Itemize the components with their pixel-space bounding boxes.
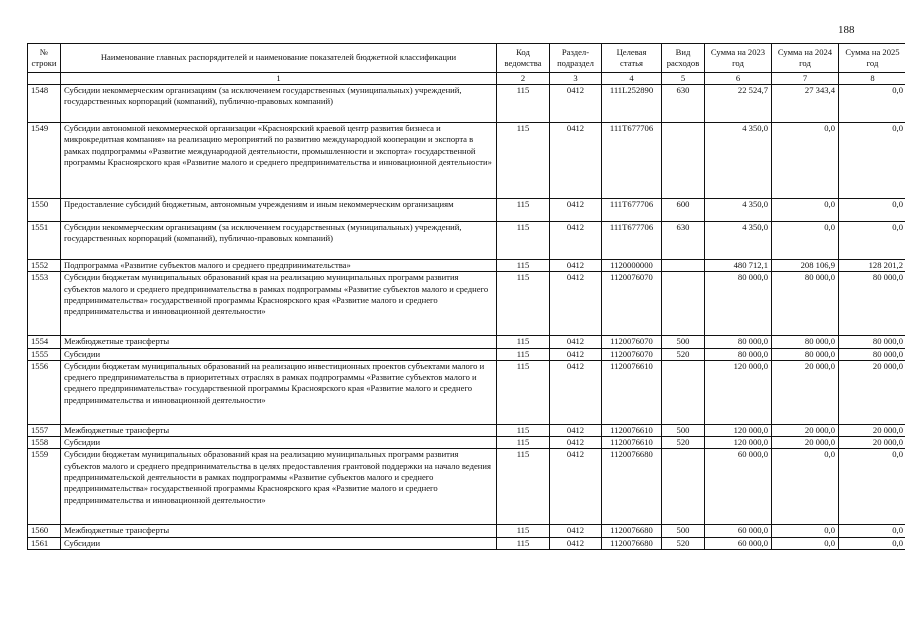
row-sum-2024: 20 000,0 <box>772 437 839 449</box>
row-expense-type <box>662 123 705 199</box>
row-sum-2023: 4 350,0 <box>705 222 772 260</box>
row-sum-2025: 0,0 <box>839 449 905 525</box>
row-dept-code: 115 <box>497 424 550 436</box>
row-number: 1554 <box>28 336 61 348</box>
row-sum-2024: 0,0 <box>772 449 839 525</box>
table-row <box>28 449 905 525</box>
row-section: 0412 <box>550 336 602 348</box>
row-number: 1557 <box>28 424 61 436</box>
row-name: Субсидии бюджетам муниципальных образований на реализацию инвестиционных проектов субъектами малого и среднего предпринимательства в приоритетных отраслях в рамках подпрограммы «Развитие субъектов малого и среднего предпринимательства» государственной программы Красноярского края «Развитие малого и среднего предпринимательства и инновационной деятельности» <box>61 360 497 424</box>
row-sum-2025: 128 201,2 <box>839 260 905 272</box>
row-sum-2025: 0,0 <box>839 537 905 549</box>
row-target: 1120076610 <box>602 424 662 436</box>
page-number: 188 <box>838 24 855 36</box>
row-sum-2025: 20 000,0 <box>839 424 905 436</box>
column-number: 2 <box>497 73 550 85</box>
row-sum-2023: 60 000,0 <box>705 449 772 525</box>
table-row <box>28 199 905 222</box>
column-number: 1 <box>61 73 497 85</box>
row-number: 1550 <box>28 199 61 222</box>
row-dept-code: 115 <box>497 272 550 336</box>
row-sum-2025: 80 000,0 <box>839 336 905 348</box>
row-sum-2023: 120 000,0 <box>705 360 772 424</box>
row-target: 1120076610 <box>602 437 662 449</box>
table-row <box>28 123 905 199</box>
table-row <box>28 424 905 436</box>
row-expense-type: 520 <box>662 437 705 449</box>
row-name: Межбюджетные трансферты <box>61 525 497 537</box>
row-name: Субсидии бюджетам муниципальных образований края на реализацию муниципальных программ развития субъектов малого и среднего предпринимательства в рамках подпрограммы «Развитие субъектов малого и среднего предпринимательства» государственной программы Красноярского края «Развитие малого и среднего предпринимательства и инновационной деятельности» <box>61 272 497 336</box>
row-sum-2025: 0,0 <box>839 199 905 222</box>
row-expense-type: 630 <box>662 85 705 123</box>
row-dept-code: 115 <box>497 525 550 537</box>
table-row <box>28 525 905 537</box>
row-expense-type: 630 <box>662 222 705 260</box>
row-target: 111Т677706 <box>602 123 662 199</box>
table-row <box>28 537 905 549</box>
header-dept-code: Код ведомства <box>497 44 550 73</box>
row-sum-2023: 80 000,0 <box>705 272 772 336</box>
row-sum-2025: 0,0 <box>839 123 905 199</box>
row-sum-2024: 80 000,0 <box>772 348 839 360</box>
row-target: 1120076070 <box>602 348 662 360</box>
row-name: Межбюджетные трансферты <box>61 336 497 348</box>
header-name: Наименование главных распорядителей и наименование показателей бюджетной классификации <box>61 44 497 73</box>
row-sum-2024: 27 343,4 <box>772 85 839 123</box>
row-number: 1560 <box>28 525 61 537</box>
row-sum-2025: 0,0 <box>839 525 905 537</box>
row-sum-2025: 0,0 <box>839 222 905 260</box>
row-sum-2024: 208 106,9 <box>772 260 839 272</box>
row-dept-code: 115 <box>497 222 550 260</box>
row-expense-type <box>662 360 705 424</box>
table-row <box>28 336 905 348</box>
row-name: Субсидии <box>61 437 497 449</box>
column-number <box>28 73 61 85</box>
row-section: 0412 <box>550 449 602 525</box>
row-expense-type <box>662 260 705 272</box>
row-sum-2025: 20 000,0 <box>839 437 905 449</box>
row-dept-code: 115 <box>497 360 550 424</box>
row-sum-2024: 0,0 <box>772 123 839 199</box>
budget-table <box>27 43 905 550</box>
row-sum-2025: 80 000,0 <box>839 348 905 360</box>
row-number: 1552 <box>28 260 61 272</box>
row-sum-2024: 0,0 <box>772 222 839 260</box>
header-target: Целевая статья <box>602 44 662 73</box>
row-sum-2023: 22 524,7 <box>705 85 772 123</box>
table-body <box>28 85 905 550</box>
row-dept-code: 115 <box>497 537 550 549</box>
row-sum-2025: 20 000,0 <box>839 360 905 424</box>
row-name: Предоставление субсидий бюджетным, автономным учреждениям и иным некоммерческим организациям <box>61 199 497 222</box>
row-sum-2024: 20 000,0 <box>772 424 839 436</box>
table-row <box>28 260 905 272</box>
row-number: 1556 <box>28 360 61 424</box>
row-name: Субсидии <box>61 348 497 360</box>
row-dept-code: 115 <box>497 449 550 525</box>
row-sum-2023: 4 350,0 <box>705 123 772 199</box>
row-target: 1120076070 <box>602 272 662 336</box>
row-expense-type: 500 <box>662 525 705 537</box>
row-sum-2023: 4 350,0 <box>705 199 772 222</box>
row-target: 1120076680 <box>602 537 662 549</box>
row-section: 0412 <box>550 360 602 424</box>
row-expense-type: 520 <box>662 348 705 360</box>
row-section: 0412 <box>550 437 602 449</box>
row-target: 1120076070 <box>602 336 662 348</box>
row-dept-code: 115 <box>497 348 550 360</box>
row-section: 0412 <box>550 222 602 260</box>
row-dept-code: 115 <box>497 123 550 199</box>
row-sum-2025: 80 000,0 <box>839 272 905 336</box>
row-name: Субсидии <box>61 537 497 549</box>
header-section: Раздел-подраздел <box>550 44 602 73</box>
table-row <box>28 85 905 123</box>
row-target: 111Т677706 <box>602 199 662 222</box>
row-section: 0412 <box>550 260 602 272</box>
column-number: 3 <box>550 73 602 85</box>
row-name: Субсидии некоммерческим организациям (за исключением государственных (муниципальных) учреждений, государственных корпораций (компаний), публично-правовых компаний) <box>61 85 497 123</box>
row-number: 1548 <box>28 85 61 123</box>
row-section: 0412 <box>550 537 602 549</box>
header-row-no: № строки <box>28 44 61 73</box>
table-row <box>28 348 905 360</box>
row-section: 0412 <box>550 85 602 123</box>
table-row <box>28 222 905 260</box>
row-target: 1120076680 <box>602 525 662 537</box>
row-sum-2025: 0,0 <box>839 85 905 123</box>
row-sum-2024: 20 000,0 <box>772 360 839 424</box>
row-dept-code: 115 <box>497 199 550 222</box>
row-section: 0412 <box>550 348 602 360</box>
row-sum-2024: 80 000,0 <box>772 272 839 336</box>
column-number: 7 <box>772 73 839 85</box>
table-header <box>28 44 905 85</box>
table-row <box>28 360 905 424</box>
row-sum-2024: 80 000,0 <box>772 336 839 348</box>
row-sum-2023: 120 000,0 <box>705 424 772 436</box>
row-target: 1120000000 <box>602 260 662 272</box>
header-sum-2025: Сумма на 2025 год <box>839 44 905 73</box>
column-number: 4 <box>602 73 662 85</box>
header-sum-2024: Сумма на 2024 год <box>772 44 839 73</box>
header-sum-2023: Сумма на 2023 год <box>705 44 772 73</box>
row-sum-2023: 480 712,1 <box>705 260 772 272</box>
column-number-row <box>28 73 905 85</box>
row-number: 1559 <box>28 449 61 525</box>
row-section: 0412 <box>550 424 602 436</box>
row-number: 1551 <box>28 222 61 260</box>
row-section: 0412 <box>550 123 602 199</box>
row-name: Подпрограмма «Развитие субъектов малого и среднего предпринимательства» <box>61 260 497 272</box>
row-number: 1553 <box>28 272 61 336</box>
row-dept-code: 115 <box>497 85 550 123</box>
row-number: 1555 <box>28 348 61 360</box>
row-expense-type: 500 <box>662 336 705 348</box>
row-target: 111Т677706 <box>602 222 662 260</box>
row-expense-type <box>662 272 705 336</box>
row-expense-type: 600 <box>662 199 705 222</box>
row-expense-type <box>662 449 705 525</box>
row-sum-2023: 60 000,0 <box>705 537 772 549</box>
header-expense-type: Вид расходов <box>662 44 705 73</box>
row-section: 0412 <box>550 525 602 537</box>
row-section: 0412 <box>550 272 602 336</box>
row-sum-2023: 120 000,0 <box>705 437 772 449</box>
row-target: 111L252890 <box>602 85 662 123</box>
row-dept-code: 115 <box>497 336 550 348</box>
row-dept-code: 115 <box>497 260 550 272</box>
row-number: 1561 <box>28 537 61 549</box>
column-number: 6 <box>705 73 772 85</box>
row-sum-2023: 80 000,0 <box>705 336 772 348</box>
row-name: Субсидии некоммерческим организациям (за исключением государственных (муниципальных) учреждений, государственных корпораций (компаний), публично-правовых компаний) <box>61 222 497 260</box>
row-name: Межбюджетные трансферты <box>61 424 497 436</box>
row-number: 1558 <box>28 437 61 449</box>
table-row <box>28 437 905 449</box>
row-expense-type: 520 <box>662 537 705 549</box>
row-target: 1120076610 <box>602 360 662 424</box>
row-sum-2023: 60 000,0 <box>705 525 772 537</box>
row-number: 1549 <box>28 123 61 199</box>
row-section: 0412 <box>550 199 602 222</box>
row-target: 1120076680 <box>602 449 662 525</box>
row-name: Субсидии бюджетам муниципальных образований края на реализацию муниципальных программ развития субъектов малого и среднего предпринимательства в целях предоставления грантовой поддержки на начало ведения предпринимательской деятельности в рамках подпрограммы «Развитие субъектов малого и среднего предпринимательства» государственной программы Красноярского края «Развитие малого и среднего предпринимательства и инновационной деятельности» <box>61 449 497 525</box>
column-number: 5 <box>662 73 705 85</box>
row-sum-2024: 0,0 <box>772 199 839 222</box>
row-sum-2023: 80 000,0 <box>705 348 772 360</box>
row-expense-type: 500 <box>662 424 705 436</box>
row-name: Субсидии автономной некоммерческой организации «Красноярский краевой центр развития бизнеса и микрокредитная компания» на реализацию мероприятий по развитию международной кооперации и экспорта в рамках подпрограммы «Развитие международной деятельности, промышленности и экспорта» государственной программы Красноярского края «Развитие малого и среднего предпринимательства и инновационной деятельности» <box>61 123 497 199</box>
row-sum-2024: 0,0 <box>772 537 839 549</box>
row-dept-code: 115 <box>497 437 550 449</box>
row-sum-2024: 0,0 <box>772 525 839 537</box>
table-row <box>28 272 905 336</box>
column-number: 8 <box>839 73 905 85</box>
